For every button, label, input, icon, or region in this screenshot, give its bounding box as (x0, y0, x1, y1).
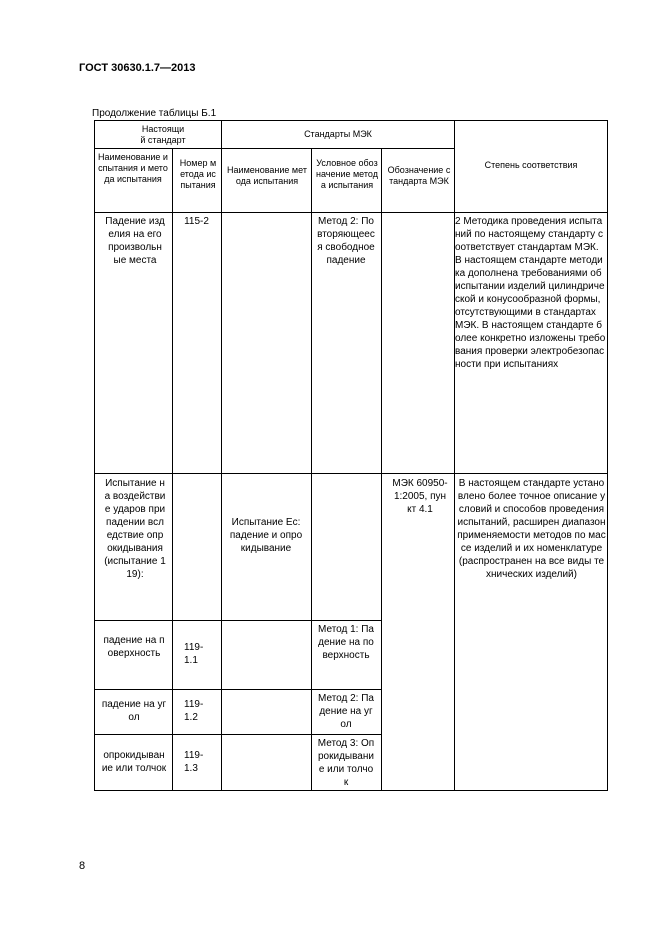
row1-iec-symbol: Метод 2: Повторяющееся свободное падение (317, 216, 375, 266)
row5-method-number: 119-1.3 (184, 750, 204, 774)
row3-iec-symbol: Метод 1: Падение на поверхность (318, 624, 374, 661)
row5-iec-symbol: Метод 3: Опрокидывание или толчок (317, 738, 375, 788)
header-iec-symbol: Условное обозначение метода испытания (316, 158, 378, 190)
header-current-standard: Настоящий стандарт (140, 124, 186, 145)
table-caption: Продолжение таблицы Б.1 (92, 108, 217, 119)
row1-method-number: 115-2 (184, 216, 209, 227)
row4-iec-symbol: Метод 2: Падение на угол (318, 693, 374, 730)
row2-iec-designation: МЭК 60950-1:2005, пункт 4.1 (392, 478, 448, 515)
header-method-number: Номер метода испытания (179, 158, 217, 190)
header-degree: Степень соответствия (484, 160, 578, 170)
row1-degree: 2 Методика проведения испытаний по настоящему стандарту соответствует стандартам МЭК. В настоящем стандарте методика дополнена требованиями об испытании изделий цилиндрической и конусообразной формы, отсутствующими в стандартах МЭК. В настоящем стандарте более конкретно изложены требования проверки электробезопасности при испытаниях (455, 216, 606, 370)
row4-method-number: 119-1.2 (184, 699, 204, 723)
header-iec-designation: Обозначение стандарта МЭК (387, 165, 451, 186)
row2-iec-test-name: Испытание Ec: падение и опрокидывание (229, 517, 303, 554)
row2-test-name: Испытание на воздействие ударов при падении вследствие опрокидывания (испытание 119): (104, 478, 166, 580)
document-header: ГОСТ 30630.1.7—2013 (79, 62, 196, 74)
header-test-name: Наименование испытания и метода испытания (98, 152, 168, 184)
page-number: 8 (79, 860, 86, 872)
row4-test-name: падение на угол (101, 699, 167, 723)
header-iec-test-name: Наименование метода испытания (227, 165, 307, 186)
row5-test-name: опрокидывание или толчок (101, 750, 167, 774)
row3-test-name: падение на поверхность (103, 635, 165, 659)
row1-test-name: Падение изделия на его произвольные места (105, 216, 165, 266)
row2-degree: В настоящем стандарте установлено более точное описание условий и способов проведения испытаний, расширен диапазон применяемости методов по массе изделий и их номенклатуре (распространен на все виды технических изделий) (457, 478, 606, 580)
row3-method-number: 119-1.1 (184, 642, 204, 666)
header-iec-standards: Стандарты МЭК (304, 129, 372, 139)
